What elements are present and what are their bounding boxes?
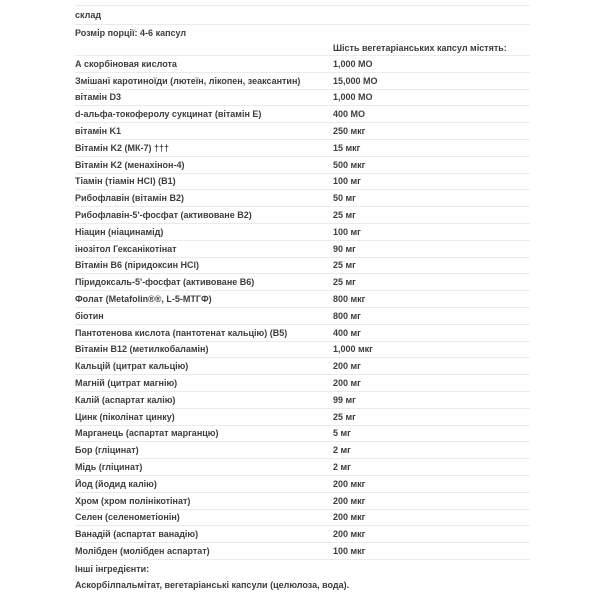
nutrient-name: Марганець (аспартат марганцю) — [75, 428, 219, 439]
nutrient-amount: 250 мкг — [333, 126, 366, 137]
nutrient-name: d-альфа-токоферолу сукцинат (вітамін E) — [75, 109, 262, 120]
nutrient-amount: 25 мг — [333, 277, 356, 288]
table-row — [75, 106, 530, 123]
nutrient-amount: 25 мг — [333, 260, 356, 271]
table-row — [75, 274, 530, 291]
nutrient-amount: 2 мг — [333, 462, 351, 473]
table-row — [75, 342, 530, 359]
nutrient-name: Пантотенова кислота (пантотенат кальцію) (B5) — [75, 327, 288, 338]
nutrient-amount: 200 мкг — [333, 478, 366, 489]
nutrient-name: Фолат (Metafolin®®, L-5-МТГФ) — [75, 294, 212, 305]
nutrient-name: біотин — [75, 310, 104, 321]
nutrient-name: вітамін D3 — [75, 92, 122, 103]
nutrient-amount: 25 мг — [333, 411, 356, 422]
table-row — [75, 291, 530, 308]
nutrient-amount: 100 мг — [333, 226, 361, 237]
table-row — [75, 358, 530, 375]
nutrient-name: Йод (йодид калію) — [75, 478, 157, 489]
table-row — [75, 190, 530, 207]
section-title: склад — [75, 10, 102, 20]
nutrient-amount: 400 мг — [333, 327, 361, 338]
nutrient-name: Калій (аспартат калію) — [75, 394, 176, 405]
table-row — [75, 426, 530, 443]
table-row — [75, 308, 530, 325]
table-row — [75, 392, 530, 409]
table-row — [75, 73, 530, 90]
other-ingredients-label: Інші інгредієнти: — [75, 564, 150, 574]
nutrient-amount: 15,000 МО — [333, 75, 378, 86]
nutrient-amount: 200 мг — [333, 361, 361, 372]
table-row — [75, 459, 530, 476]
table-row — [75, 140, 530, 157]
nutrient-name: Магній (цитрат магнію) — [75, 378, 178, 389]
supplement-facts-table — [75, 5, 530, 560]
nutrient-name: Селен (селенометіонін) — [75, 512, 180, 523]
nutrient-name: Цинк (піколінат цинку) — [75, 411, 175, 422]
nutrient-name: Піридоксаль-5'-фосфат (активоване B6) — [75, 277, 255, 288]
table-row — [75, 157, 530, 174]
nutrient-amount: 99 мг — [333, 394, 356, 405]
table-row — [75, 123, 530, 140]
nutrient-name: Змішані каротиноїди (лютеїн, лікопен, зеаксантин) — [75, 75, 301, 86]
nutrient-amount: 200 мг — [333, 378, 361, 389]
nutrient-amount: 500 мкг — [333, 159, 366, 170]
table-row — [75, 90, 530, 107]
other-ingredients-text: Аскорбілпальмітат, вегетаріанські капсули (целюлоза, вода). — [75, 580, 350, 590]
nutrient-amount: 400 МО — [333, 109, 366, 120]
nutrient-amount: 90 мг — [333, 243, 356, 254]
amount-column-header: Шість вегетаріанських капсул містять: — [333, 42, 507, 53]
nutrient-name: Рибофлавін (вітамін B2) — [75, 193, 184, 204]
nutrient-amount: 1,000 МО — [333, 92, 373, 103]
table-row — [75, 325, 530, 342]
table-row — [75, 258, 530, 275]
nutrient-name: Ванадій (аспартат ванадію) — [75, 529, 199, 540]
nutrient-name: Вітамін K2 (МК-7) ††† — [75, 142, 170, 153]
nutrient-name: Рибофлавін-5'-фосфат (активоване B2) — [75, 210, 252, 221]
nutrient-name: інозітол Гексанікотінат — [75, 243, 177, 254]
table-row — [75, 207, 530, 224]
nutrient-amount: 200 мкг — [333, 495, 366, 506]
serving-size-row — [75, 25, 530, 40]
serving-size-label: Розмір порції: 4-6 капсул — [75, 27, 187, 38]
table-row — [75, 174, 530, 191]
amount-header-row — [75, 40, 530, 56]
nutrient-name: вітамін K1 — [75, 126, 122, 137]
nutrient-name: Вітамін B12 (метилкобаламін) — [75, 344, 209, 355]
nutrient-name: Вітамін B6 (піридоксин HCl) — [75, 260, 200, 271]
section-title-row — [75, 6, 530, 25]
table-row — [75, 56, 530, 73]
table-row — [75, 543, 530, 560]
table-row — [75, 409, 530, 426]
nutrient-name: Вітамін K2 (менахінон-4) — [75, 159, 185, 170]
nutrient-rows — [75, 56, 530, 560]
nutrient-amount: 800 мг — [333, 310, 361, 321]
other-ingredients-section — [75, 561, 530, 593]
nutrient-name: Тіамін (тіамін HCl) (B1) — [75, 176, 176, 187]
table-row — [75, 476, 530, 493]
nutrient-name: Бор (гліцинат) — [75, 445, 139, 456]
nutrient-name: А скорбіновая кислота — [75, 58, 177, 69]
table-row — [75, 510, 530, 527]
table-row — [75, 224, 530, 241]
nutrient-name: Хром (хром полінікотінат) — [75, 495, 191, 506]
table-row — [75, 375, 530, 392]
table-row — [75, 526, 530, 543]
table-row — [75, 442, 530, 459]
nutrient-amount: 2 мг — [333, 445, 351, 456]
nutrient-amount: 25 мг — [333, 210, 356, 221]
table-row — [75, 241, 530, 258]
nutrient-amount: 15 мкг — [333, 142, 361, 153]
nutrient-amount: 5 мг — [333, 428, 351, 439]
nutrient-amount: 100 мкг — [333, 546, 366, 556]
table-row — [75, 493, 530, 510]
nutrient-amount: 200 мкг — [333, 512, 366, 523]
nutrient-amount: 800 мкг — [333, 294, 366, 305]
nutrient-amount: 50 мг — [333, 193, 356, 204]
nutrient-name: Кальцій (цитрат кальцію) — [75, 361, 189, 372]
nutrient-amount: 100 мг — [333, 176, 361, 187]
nutrient-amount: 1,000 МО — [333, 58, 373, 69]
nutrient-name: Мідь (гліцинат) — [75, 462, 143, 473]
nutrient-amount: 1,000 мкг — [333, 344, 373, 355]
nutrient-name: Молібден (молібден аспартат) — [75, 546, 210, 556]
nutrient-name: Ніацин (ніацинамід) — [75, 226, 164, 237]
nutrient-amount: 200 мкг — [333, 529, 366, 540]
